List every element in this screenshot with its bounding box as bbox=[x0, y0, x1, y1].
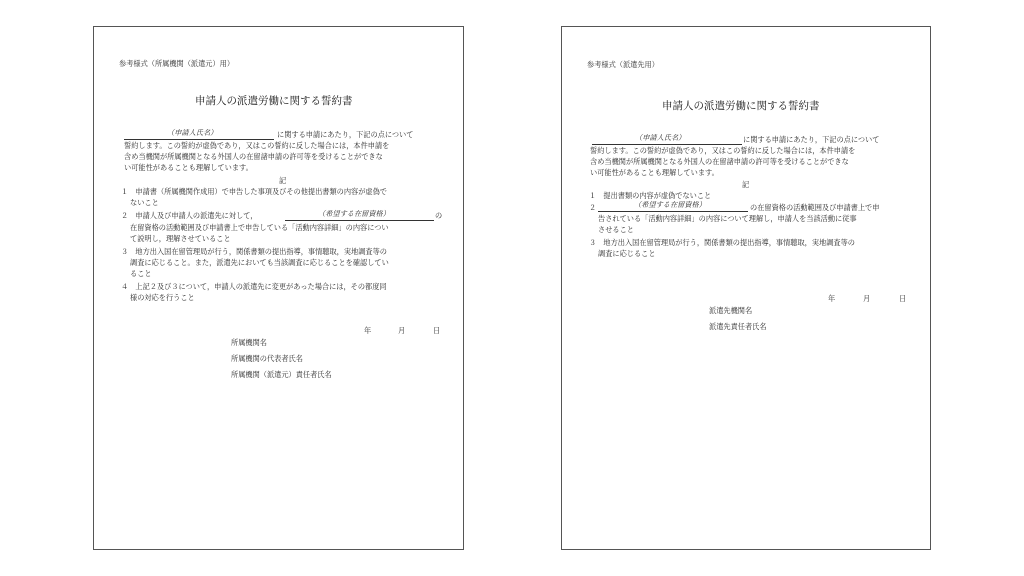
item-4-line: ４ 上記２及び３について，申請人の派遣先に変更があった場合には，その都度同 bbox=[121, 282, 387, 291]
item-2-line: の bbox=[435, 211, 443, 220]
item-3-line: 調査に応じること。また，派遣先においても当該調査に応じることを確認してい bbox=[130, 258, 389, 267]
item-2-line: 告されている「活動内容詳細」の内容について理解し，申請人を当該活動に従事 bbox=[598, 214, 857, 223]
document-title: 申請人の派遣労働に関する誓約書 bbox=[195, 95, 353, 107]
date-year: 年 bbox=[828, 294, 836, 303]
document-title: 申請人の派遣労働に関する誓約書 bbox=[662, 100, 820, 112]
intro-line: 誓約します。この誓約が虚偽であり，又はこの誓約に反した場合には，本件申請を bbox=[590, 146, 856, 155]
item-2-line: 在留資格の活動範囲及び申請書上で申告している「活動内容詳細」の内容につい bbox=[130, 223, 389, 232]
intro-line: に関する申請にあたり，下記の点について bbox=[277, 130, 414, 139]
form-header: 参考様式（派遣先用） bbox=[587, 60, 659, 69]
date-day: 日 bbox=[433, 326, 441, 335]
intro-line: 含め当機関が所属機関となる外国人の在留諸申請の許可等を受けることができな bbox=[590, 157, 849, 166]
item-1-line: ないこと bbox=[130, 198, 159, 207]
item-2-line: ２ 申請人及び申請人の派遣先に対して， bbox=[121, 211, 258, 220]
applicant-name-label: （申請人氏名） bbox=[167, 128, 218, 137]
visa-status-label: （希望する在留資格） bbox=[634, 200, 706, 209]
item-1-line: １ 申請書（所属機関作成用）で申告した事項及びその他提出書類の内容が虚偽で bbox=[121, 187, 387, 196]
ki-heading: 記 bbox=[742, 180, 750, 189]
item-3-line: ３ 地方出入国在留管理局が行う，関係書類の提出指導，事情聴取，実地調査等の bbox=[589, 238, 855, 247]
signature-field: 派遣先機関名 bbox=[709, 306, 753, 315]
item-3-line: 調査に応じること bbox=[598, 249, 656, 258]
document-page-left bbox=[93, 26, 464, 550]
form-header: 参考様式（所属機関（派遣元）用） bbox=[119, 59, 235, 68]
visa-status-label: （希望する在留資格） bbox=[318, 209, 390, 218]
signature-field: 派遣先責任者氏名 bbox=[709, 322, 767, 331]
signature-field: 所属機関の代表者氏名 bbox=[231, 354, 303, 363]
item-2-line: ２ bbox=[589, 203, 597, 212]
signature-field: 所属機関名 bbox=[231, 338, 267, 347]
applicant-name-label: （申請人氏名） bbox=[635, 133, 686, 142]
item-4-line: 様の対応を行うこと bbox=[130, 293, 195, 302]
intro-line: に関する申請にあたり，下記の点について bbox=[743, 135, 880, 144]
document-page-right bbox=[561, 26, 931, 550]
item-2-line: て説明し，理解させていること bbox=[130, 234, 231, 243]
date-day: 日 bbox=[899, 294, 907, 303]
intro-line: 含め当機関が所属機関となる外国人の在留諸申請の許可等を受けることができな bbox=[124, 152, 383, 161]
item-1-line: １ 提出書類の内容が虚偽でないこと bbox=[589, 191, 712, 200]
item-2-line: させること bbox=[598, 225, 634, 234]
ki-heading: 記 bbox=[279, 176, 287, 185]
date-year: 年 bbox=[364, 326, 372, 335]
date-month: 月 bbox=[863, 294, 871, 303]
date-month: 月 bbox=[398, 326, 406, 335]
intro-line: い可能性があることも理解しています。 bbox=[124, 163, 253, 172]
item-3-line: ３ 地方出入国在留管理局が行う，関係書類の提出指導，事情聴取，実地調査等の bbox=[121, 247, 387, 256]
item-2-line: の在留資格の活動範囲及び申請書上で申 bbox=[750, 203, 880, 212]
signature-field: 所属機関（派遣元）責任者氏名 bbox=[231, 370, 332, 379]
intro-line: 誓約します。この誓約が虚偽であり，又はこの誓約に反した場合には，本件申請を bbox=[124, 141, 390, 150]
intro-line: い可能性があることも理解しています。 bbox=[590, 168, 719, 177]
item-3-line: ること bbox=[130, 269, 152, 278]
